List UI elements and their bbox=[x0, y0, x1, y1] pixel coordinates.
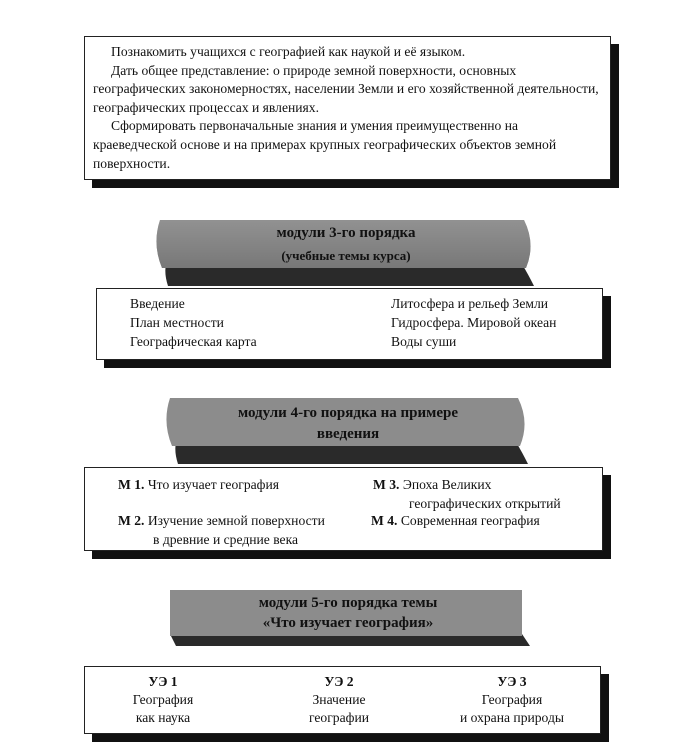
level4-title-line1: модули 4-го порядка на примере bbox=[237, 405, 459, 421]
topic-item: Введение bbox=[130, 296, 185, 311]
unit-code: УЭ 1 bbox=[148, 674, 178, 689]
goal-paragraph-3: Сформировать первоначальные знания и умения преимущественно на краеведческой основе и на примерах крупных географических объектов земной поверхности. bbox=[93, 118, 557, 171]
level4-title-line2: введения bbox=[316, 426, 380, 442]
module-m3 bbox=[373, 475, 491, 494]
level5-banner bbox=[166, 590, 530, 646]
topic-item: Гидросфера. Мировой океан bbox=[391, 315, 557, 330]
module-m2 bbox=[118, 511, 325, 530]
module-title: Изучение земной поверхности bbox=[147, 513, 325, 528]
level3-title: модули 3-го порядка bbox=[276, 225, 416, 241]
module-m2-line2: в древние и средние века bbox=[153, 532, 299, 547]
level4-modules-box bbox=[84, 467, 603, 551]
module-code: М 1. bbox=[118, 477, 145, 492]
level3-right-topics bbox=[391, 294, 556, 351]
unit-ue3 bbox=[422, 673, 602, 727]
unit-line: География bbox=[481, 692, 543, 707]
module-code: М 4. bbox=[371, 513, 398, 528]
level3-topics-box bbox=[96, 288, 603, 360]
module-m4 bbox=[371, 511, 540, 530]
level3-subtitle: (учебные темы курса) bbox=[281, 248, 411, 263]
module-title: Что изучает география bbox=[147, 477, 280, 492]
level3-left-topics bbox=[130, 294, 257, 351]
unit-line: Значение bbox=[312, 692, 366, 707]
module-code: М 3. bbox=[373, 477, 400, 492]
level5-title-line2: «Что изучает география» bbox=[262, 615, 434, 631]
unit-ue1 bbox=[73, 673, 253, 727]
level3-banner bbox=[156, 216, 536, 286]
goal-paragraph-1: Познакомить учащихся с географией как наукой и её языком. bbox=[111, 44, 466, 59]
course-goals-box bbox=[84, 36, 611, 180]
level5-units-box bbox=[84, 666, 601, 734]
topic-item: Географическая карта bbox=[130, 334, 257, 349]
module-code: М 2. bbox=[118, 513, 145, 528]
level5-title-line1: модули 5-го порядка темы bbox=[258, 595, 438, 611]
unit-line: как наука bbox=[135, 710, 191, 725]
module-title: Современная география bbox=[400, 513, 540, 528]
topic-item: Литосфера и рельеф Земли bbox=[391, 296, 549, 311]
unit-ue2 bbox=[249, 673, 429, 727]
unit-code: УЭ 2 bbox=[324, 674, 354, 689]
module-m1 bbox=[118, 475, 279, 494]
unit-line: География bbox=[132, 692, 194, 707]
goal-paragraph-2: Дать общее представление: о природе земной поверхности, основных географических закономерностях, населении Земли и его хозяйственной деятельности, географических процессах и явлениях. bbox=[93, 62, 599, 115]
level4-banner bbox=[166, 394, 530, 464]
unit-line: географии bbox=[309, 710, 369, 725]
unit-line: и охрана природы bbox=[459, 710, 565, 725]
module-m3-line2: географических открытий bbox=[409, 496, 561, 511]
unit-code: УЭ 3 bbox=[497, 674, 527, 689]
module-title: Эпоха Великих bbox=[402, 477, 492, 492]
topic-item: План местности bbox=[130, 315, 224, 330]
topic-item: Воды суши bbox=[391, 334, 457, 349]
